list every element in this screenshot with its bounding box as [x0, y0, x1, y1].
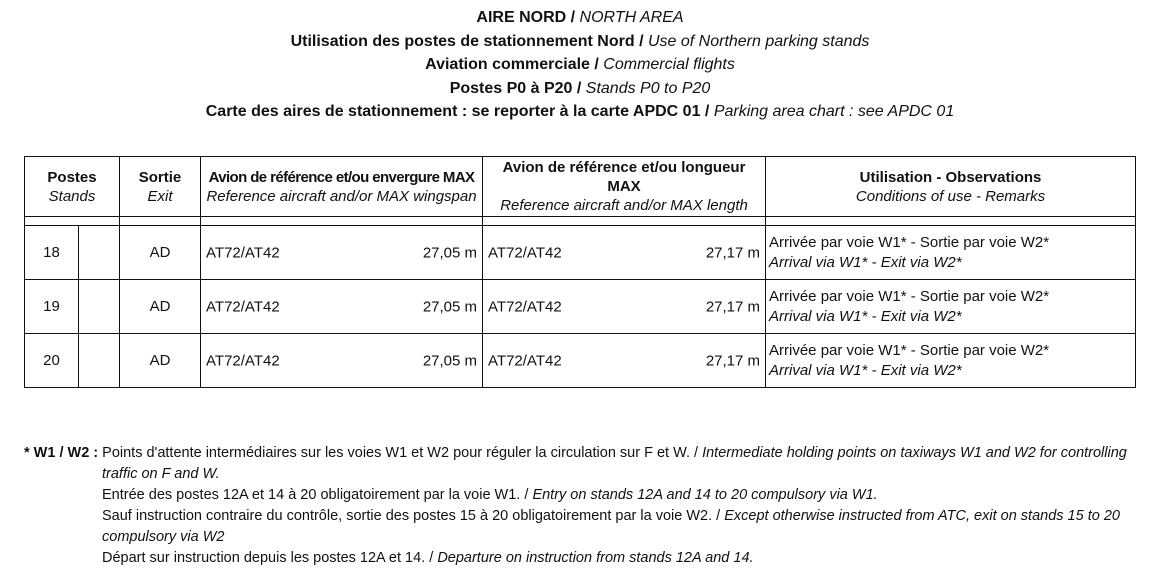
- table-row: [25, 334, 1136, 388]
- stand-blank-cell: [79, 226, 120, 280]
- header-line-4: Postes P0 à P20 / Stands P0 to P20: [449, 79, 711, 97]
- header-line-5: Carte des aires de stationnement : se reporter à la carte APDC 01 / Parking area chart : see APDC 01: [205, 103, 955, 120]
- exit-cell: AD: [120, 226, 201, 280]
- length-cell: [483, 334, 766, 388]
- header-length: Avion de référence et/ou longueur MAX Reference aircraft and/or MAX length: [483, 157, 766, 217]
- document-header: [0, 6, 1160, 124]
- remarks-cell: Arrivée par voie W1* - Sortie par voie W2* Arrival via W1* - Exit via W2*: [766, 280, 1136, 334]
- remarks-cell: Arrivée par voie W1* - Sortie par voie W2* Arrival via W1* - Exit via W2*: [766, 334, 1136, 388]
- aircraft-name: AT72/AT42: [488, 298, 562, 315]
- stand-blank-cell: [79, 280, 120, 334]
- header-stands: Postes Stands: [25, 157, 120, 217]
- footnote-3: Sauf instruction contraire du contrôle, sortie des postes 15 à 20 obligatoirement par la voie W2. / Except otherwise instructed from ATC, exit on stands 15 to 20 compulsory via W2: [102, 508, 1120, 545]
- exit-cell: AD: [120, 334, 201, 388]
- stand-number: 20: [25, 334, 79, 388]
- aircraft-name: AT72/AT42: [206, 244, 280, 261]
- wingspan-cell: [201, 226, 483, 280]
- stand-number: 18: [25, 226, 79, 280]
- wingspan-cell: [201, 280, 483, 334]
- length-cell: [483, 226, 766, 280]
- remarks-cell: Arrivée par voie W1* - Sortie par voie W2* Arrival via W1* - Exit via W2*: [766, 226, 1136, 280]
- aircraft-name: AT72/AT42: [206, 352, 280, 369]
- header-remarks: Utilisation - Observations Conditions of use - Remarks: [766, 157, 1136, 217]
- footnotes: [24, 443, 1142, 569]
- header-line-3: Aviation commerciale / Commercial flights: [425, 56, 735, 73]
- aircraft-name: AT72/AT42: [488, 352, 562, 369]
- length-cell: [483, 280, 766, 334]
- length-value: 27,17 m: [705, 298, 761, 315]
- footnote-2: Entrée des postes 12A et 14 à 20 obligatoirement par la voie W1. / Entry on stands 12A and 14 to 20 compulsory via W1.: [102, 487, 878, 503]
- footnote-1: * W1 / W2 : Points d'attente intermédiaires sur les voies W1 et W2 pour réguler la circulation sur F et W. / Intermediate holding points on taxiways W1 and W2 for controlling traffic on F and W.: [24, 445, 1127, 482]
- header-wingspan: Avion de référence et/ou envergure MAX Reference aircraft and/or MAX wingspan: [201, 157, 483, 217]
- table-spacer-row: [25, 217, 1136, 226]
- exit-cell: AD: [120, 280, 201, 334]
- footnote-4: Départ sur instruction depuis les postes 12A et 14. / Departure on instruction from stands 12A and 14.: [102, 550, 754, 566]
- aircraft-name: AT72/AT42: [488, 244, 562, 261]
- table-row: [25, 226, 1136, 280]
- header-exit: Sortie Exit: [120, 157, 201, 217]
- wingspan-cell: [201, 334, 483, 388]
- parking-stands-table: [24, 156, 1136, 388]
- aircraft-name: AT72/AT42: [206, 298, 280, 315]
- table-row: [25, 280, 1136, 334]
- stand-number: 19: [25, 280, 79, 334]
- wingspan-value: 27,05 m: [422, 298, 478, 315]
- header-line-2: Utilisation des postes de stationnement Nord / Use of Northern parking stands: [290, 32, 870, 50]
- stand-blank-cell: [79, 334, 120, 388]
- length-value: 27,17 m: [705, 352, 761, 369]
- wingspan-value: 27,05 m: [422, 352, 478, 369]
- header-line-1: AIRE NORD / NORTH AREA: [476, 9, 684, 26]
- length-value: 27,17 m: [705, 244, 761, 261]
- table-header-row: [25, 157, 1136, 217]
- wingspan-value: 27,05 m: [422, 244, 478, 261]
